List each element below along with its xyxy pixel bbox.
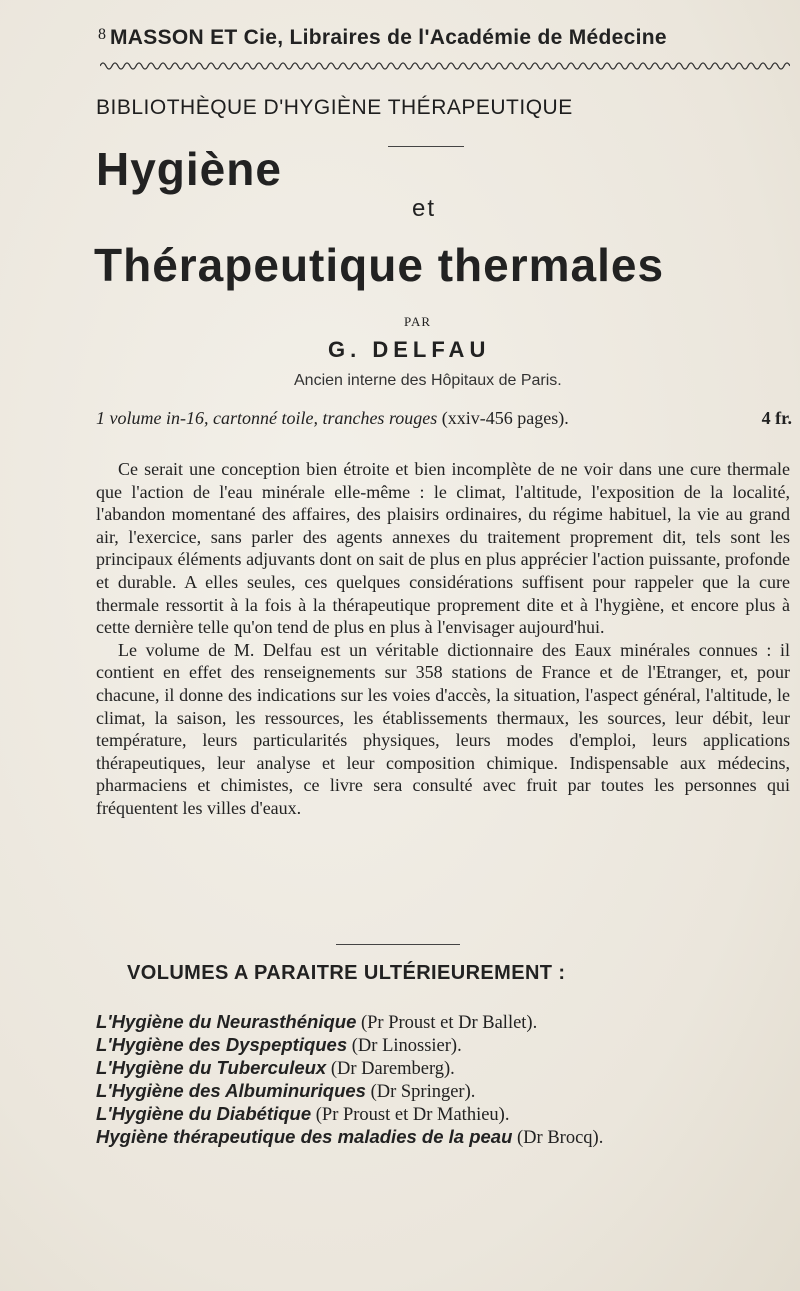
upcoming-authors: (Dr Brocq). (512, 1128, 604, 1148)
page-count: (xxiv-456 pages). (437, 408, 569, 428)
list-item (96, 1034, 796, 1057)
upcoming-title: L'Hygiène du Neurasthénique (96, 1011, 357, 1032)
upcoming-authors: (Dr Daremberg). (326, 1059, 455, 1079)
upcoming-title: L'Hygiène des Albuminuriques (96, 1080, 366, 1101)
upcoming-authors: (Pr Proust et Dr Ballet). (356, 1013, 538, 1033)
section-rule (336, 944, 460, 945)
paragraph: Le volume de M. Delfau est un véritable dictionnaire des Eaux minérales connues : il contient en effet des renseignements sur 358 stations de France et de l'Etranger, et, pour chacune, il donne des indications sur les voies d'accès, la situation, l'aspect général, l'altitude, le climat, la saison, les ressources, les établissements thermaux, les sources, leur débit, leur température, leurs particularités physiques, leurs modes d'emploi, leurs applications thérapeutiques, leur analyse et leur composition chimique. Indispensable aux médecins, pharmaciens et chimistes, ce livre sera consulté avec fruit par toutes les personnes qui fréquentent les villes d'eaux. (96, 639, 790, 818)
book-title-line1: Hygiène (96, 143, 282, 195)
list-item (96, 1011, 796, 1034)
publisher-line: MASSON ET Cie, Libraires de l'Académie de Médecine (110, 26, 667, 49)
upcoming-authors: (Dr Springer). (365, 1082, 476, 1102)
upcoming-title: L'Hygiène du Tuberculeux (96, 1057, 327, 1078)
upcoming-title: L'Hygiène des Dyspeptiques (96, 1034, 348, 1055)
title-rule (388, 146, 464, 147)
price: 4 fr. (761, 408, 792, 428)
list-item (96, 1103, 796, 1126)
upcoming-title: L'Hygiène du Diabétique (96, 1103, 312, 1124)
book-title-line2: Thérapeutique thermales (94, 239, 665, 291)
author-title: Ancien interne des Hôpitaux de Paris. (294, 372, 562, 389)
upcoming-heading: VOLUMES A PARAITRE ULTÉRIEUREMENT : (127, 962, 566, 984)
description-text (96, 458, 790, 820)
running-header (98, 26, 790, 50)
wavy-rule (100, 60, 790, 72)
upcoming-authors: (Dr Linossier). (347, 1036, 462, 1056)
series-title: BIBLIOTHÈQUE D'HYGIÈNE THÉRAPEUTIQUE (96, 96, 573, 119)
volume-format: 1 volume in-16, cartonné toile, tranches rouges (96, 408, 438, 428)
upcoming-title: Hygiène thérapeutique des maladies de la peau (96, 1126, 513, 1147)
book-title-and: et (412, 195, 437, 222)
page-number: 8 (98, 26, 107, 43)
author-name: G. DELFAU (328, 337, 491, 362)
upcoming-authors: (Pr Proust et Dr Mathieu). (311, 1105, 510, 1125)
list-item (96, 1057, 796, 1080)
list-item (96, 1126, 796, 1149)
volume-details (96, 408, 792, 429)
by-label: PAR (404, 314, 432, 329)
upcoming-list (96, 1011, 796, 1149)
list-item (96, 1080, 796, 1103)
paragraph: Ce serait une conception bien étroite et bien incomplète de ne voir dans une cure thermale que l'action de l'eau minérale elle-même : le climat, l'altitude, l'exposition de la localité, l'abandon momentané des affaires, des plaisirs ordinaires, du régime habituel, la vie au grand air, l'exercice, sans parler des agents annexes du traitement proprement dit, tels sont les principaux éléments adjuvants dont on sait de plus en plus apprécier l'action puissante, profonde et durable. A elles seules, ces quelques considérations suffisent pour rappeler que la cure thermale ressortit à la fois à la thérapeutique proprement dite et à l'hygiène, et encore plus à cette dernière telle qu'on tend de plus en plus à l'envisager aujourd'hui. (96, 459, 790, 638)
